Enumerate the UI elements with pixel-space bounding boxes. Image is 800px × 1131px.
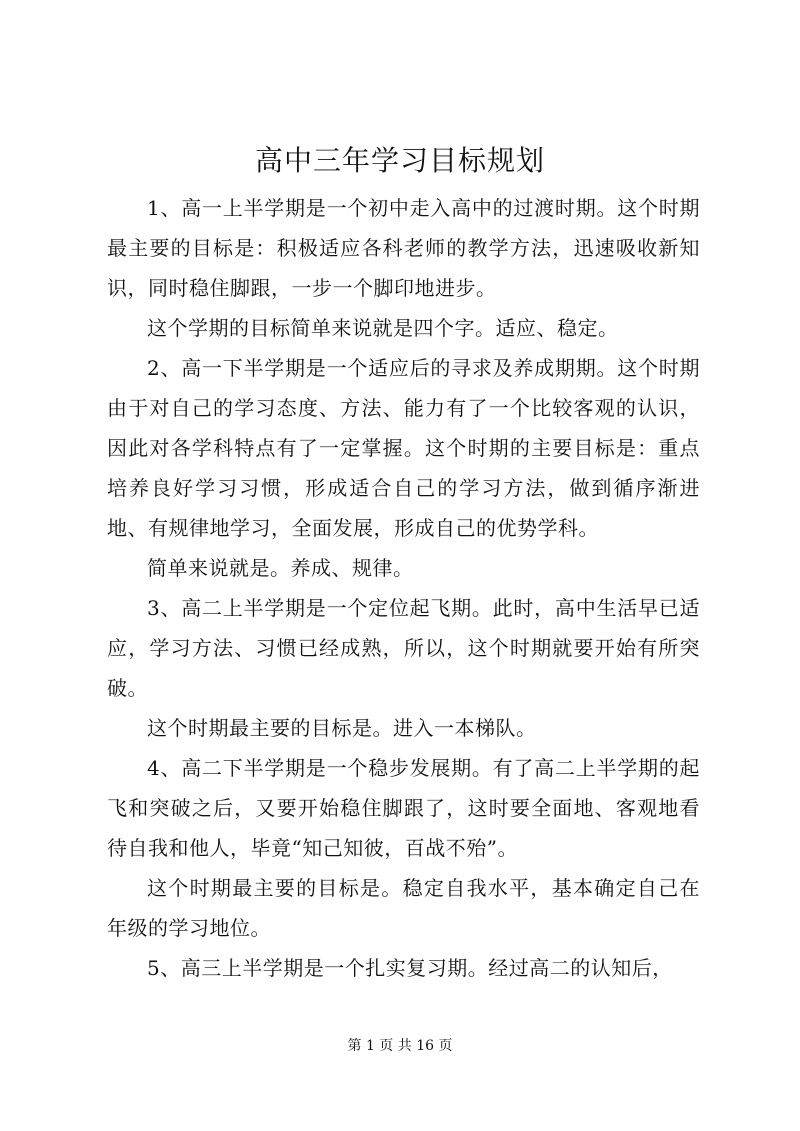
paragraph-2: 这个学期的目标简单来说就是四个字。适应、稳定。 (147, 316, 619, 340)
paragraph-8: 这个时期最主要的目标是。稳定自我水平，基本确定自己在年级的学习地位。 (107, 876, 700, 940)
paragraph-5: 3、高二上半学期是一个定位起飞期。此时，高中生活早已适应，学习方法、习惯已经成熟，所以，这个时期就要开始有所突破。 (107, 596, 700, 700)
paragraph-3: 2、高一下半学期是一个适应后的寻求及养成期期。这个时期由于对自己的学习态度、方法、能力有了一个比较客观的认识，因此对各学科特点有了一定掌握。这个时期的主要目标是：重点培养良好学习习惯，形成适合自己的学习方法，做到循序渐进地、有规律地学习，全面发展，形成自己的优势学科。 (107, 356, 700, 540)
document-title: 高中三年学习目标规划 (254, 144, 545, 177)
document-body (107, 188, 700, 988)
paragraph-9: 5、高三上半学期是一个扎实复习期。经过高二的认知后， (147, 956, 673, 980)
paragraph-7: 4、高二下半学期是一个稳步发展期。有了高二上半学期的起飞和突破之后，又要开始稳住脚跟了，这时要全面地、客观地看待自我和他人，毕竟“知己知彼，百战不殆”。 (107, 756, 700, 860)
page-footer: 第 1 页 共 16 页 (347, 1038, 453, 1054)
paragraph-1: 1、高一上半学期是一个初中走入高中的过渡时期。这个时期最主要的目标是：积极适应各科老师的教学方法，迅速吸收新知识，同时稳住脚跟，一步一个脚印地进步。 (107, 196, 700, 300)
paragraph-4: 简单来说就是。养成、规律。 (147, 556, 414, 580)
paragraph-6: 这个时期最主要的目标是。进入一本梯队。 (147, 716, 537, 740)
